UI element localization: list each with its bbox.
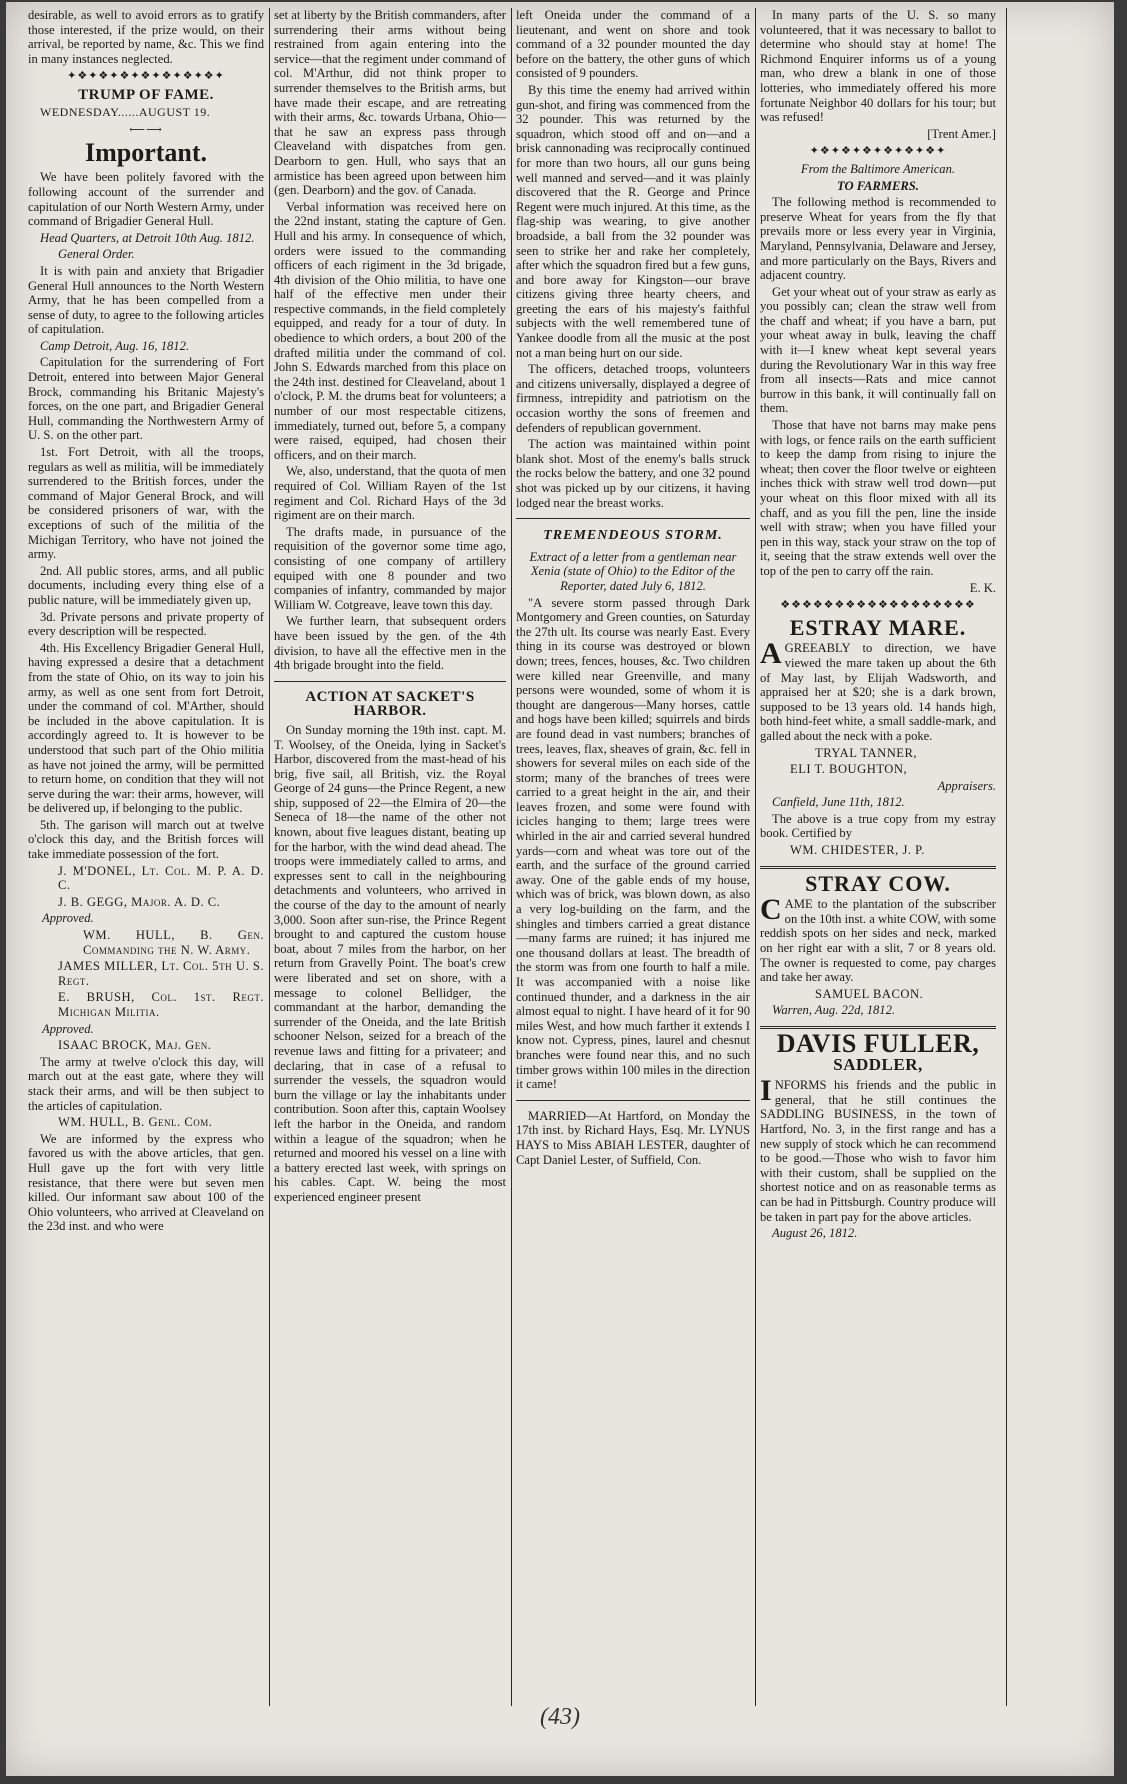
paragraph: The following method is recommended to preserve Wheat for years from the fly that prevails more or less every year in Virginia, Maryland, Pennsylvania, Delaware and Jersey, and more particularly on the Bays, Rivers and adjacent country. <box>760 195 996 283</box>
newspaper-page <box>6 2 1114 1776</box>
headline-sackets-harbor: ACTION AT SACKET'S HARBOR. <box>305 688 475 720</box>
signature: SAMUEL BACON. <box>815 986 924 1001</box>
paragraph: INFORMS his friends and the public in general, that he still continues the SADDLING BUSINESS, in the town of Hartford, No. 3, in the first range and has a new supply of stock which he can recommend to be good.—Those who wish to favor him with their custom, shall be supplied on the shortest notice and on as reasonable terms as can be had in Pittsburgh. Country produce will be taken in part pay for the above articles. <box>760 1074 996 1224</box>
signature: J. M'DONEL, Lt. Col. M. P. A. D. C. <box>58 863 264 893</box>
column-rule <box>269 8 270 1706</box>
signature: WM. HULL, B. Gen. Commanding the N. W. Army. <box>83 928 264 957</box>
headline-important: Important. <box>84 137 208 167</box>
ornament-divider: ⟵⟶ <box>129 124 163 137</box>
signature: WM. HULL, B. Genl. Com. <box>58 1115 213 1130</box>
paragraph: The above is a true copy from my estray book. Certified by <box>760 811 996 841</box>
dateline: Warren, Aug. 22d, 1812. <box>772 1003 896 1018</box>
column-2 <box>274 8 506 1706</box>
masthead: TRUMP OF FAME. <box>78 86 214 103</box>
source-line: From the Baltimore American. <box>800 161 956 176</box>
section-rule <box>516 518 750 519</box>
paragraph: By this time the enemy had arrived within gun-shot, and firing was commenced from the 32 pounder. This was returned by the squadron, which stood off and on—and a brisk cannonading was reciprocally continued for more than two hours, all our guns being well manned and served—and it was plainly discovered that the R. George and Prince Regent were much injured. At this time, as the flag-ship was wearing, to give another broadside, a ball from the 32 pounder was seen to strike her and rake her completely, after which the squadron fired but a few guns, and bore away for Kingston—our brave citizens giving three hearty cheers, and greeting the ears of his majesty's faithful subjects with the well remembered tune of Yankee doodle from all the music at the post not a man being hurt on our side. <box>516 82 750 360</box>
column-4 <box>760 8 996 1706</box>
dateline-camp: Camp Detroit, Aug. 16, 1812. <box>40 338 190 353</box>
headline-estray-mare: ESTRAY MARE. <box>789 614 967 640</box>
headline-storm: TREMENDEOUS STORM. <box>543 528 723 544</box>
subhead-saddler: SADDLER, <box>833 1054 923 1074</box>
page-number: (43) <box>540 1704 580 1730</box>
signature: J. B. GEGG, Major. A. D. C. <box>58 894 221 909</box>
extract-intro: Extract of a letter from a gentleman near Xenia (state of Ohio) to the Editor of the Reporter, dated July 6, 1812. <box>529 549 737 593</box>
signature: ISAAC BROCK, Maj. Gen. <box>58 1038 212 1053</box>
headline-farmers: TO FARMERS. <box>837 178 919 193</box>
ornament-divider: ✦❖✦❖✦❖✦❖✦❖✦❖✦❖✦ <box>67 70 225 83</box>
column-rule <box>1006 8 1007 1706</box>
initials: E. K. <box>969 580 996 595</box>
signature: E. BRUSH, Col. 1st. Regt. Michigan Militia. <box>58 990 264 1019</box>
approved-label: Approved. <box>42 1021 94 1036</box>
headline-stray-cow: STRAY COW. <box>805 870 951 896</box>
article-1: 1st. Fort Detroit, with all the troops, regulars as well as militia, will be immediately surrendered to the British forces, under the command of Major General Brock, and will be considered prisoners of war, with the exceptions of such of the militia of the Michigan Territory, who have not joined the army. <box>28 445 264 562</box>
appraiser: ELI T. BOUGHTON, <box>790 762 908 777</box>
section-rule <box>516 1100 750 1101</box>
section-rule <box>274 681 506 682</box>
ornament-divider: ✦❖✦❖✦❖✦❖✦❖✦❖✦ <box>809 145 947 158</box>
source-credit: [Trent Amer.] <box>927 126 996 141</box>
column-1 <box>28 8 264 1706</box>
dateline-hq: Head Quarters, at Detroit 10th Aug. 1812. <box>40 230 255 245</box>
paragraph: On Sunday morning the 19th inst. capt. M. T. Woolsey, of the Oneida, lying in Sacket's Harbor, discovered from the mast-head of his brig, five sail, all British, viz. the Royal George of 24 guns—the Prince Regent, a new ship, supposed of 22—the Elmira of 20—the Seneca of 18—the name of the other not known, about five leagues distant, beating up for the harbor, with the wind dead ahead. The troops were immediately called to arms, and expresses sent to call in the neighbouring detachments and volunteers, who arrived in the course of the day to the amount of nearly 3,000. Soon after sun-rise, the Prince Regent brought to and captured the custom house boat, about 7 miles from the harbor, on her return from Gravelly Point. The boat's crew were liberated and set on shore, with a message to colonel Bellidger, the commandant at the harbor, demanding the surrender of the Oneida, and the late British schooner Nelson, seized for a breach of the revenue laws and fitting for a privateer; and declaring, that in case of a refusal to surrender the vessels, the squadron would burn the village or lay the inhabitants under contribution. Soon after this, captain Woolsey left the harbor in the Oneida, and random within a league of the squadron; when he returned and moored his vessel on a line with a battery erected last week, with springs on his cables. Capt. W. being the most experienced engineer present <box>274 722 506 1204</box>
paragraph: It is with pain and anxiety that Brigadier General Hull announces to the North Western Army, that he has been compelled from a sense of duty, to agree to the following articles of capitulation. <box>28 263 264 337</box>
headline-davis-fuller: DAVIS FULLER, <box>776 1029 980 1058</box>
paragraph: Those that have not barns may make pens with logs, or fence rails on the earth sufficient to keep the damp from rising to injure the wheat; then cover the floor twelve or eighteen inches thick with straw well trod down—put your wheat on this floor mixed with all its chaff, and as you fill the pen, line the inside well with straw; when you have filled your pen in this way, stack your straw on the top of it, seeing that the straw extends well over the top of the pen to carry off the rain. <box>760 418 996 578</box>
paragraph: Get your wheat out of your straw as early as you possibly can; clean the straw well from the chaff and wheat; if you have a barn, put your wheat away in bulk, leaving the chaff with it—I knew wheat kept several years during the Revolutionary War in this way free from all insects—Rats and mice cannot burrow in this bank, it will continually fall on them. <box>760 284 996 416</box>
paragraph: set at liberty by the British commanders, after surrendering their arms without being restrained from again entering into the service—that the regiment under command of col. M'Arthur, did not think proper to surrender themselves to the British arms, but have made their escape, and are retreating with their arms, &c. towards Urbana, Ohio—that he saw an express pass through Cleaveland with dispatches from gen. Dearborn to gen. Hull, who says that an armistice has been agreed upon between him (gen. Dearborn) and the gov. of Canada. <box>274 8 506 198</box>
appraiser-title: Appraisers. <box>937 778 996 793</box>
paragraph: desirable, as well to avoid errors as to gratify those interested, if the prize would, on their arrival, be reported by name, &c. This we find in many instances neglected. <box>28 8 264 66</box>
dateline: Canfield, June 11th, 1812. <box>772 795 905 810</box>
paragraph: We have been politely favored with the following account of the surrender and capitulation of our North Western Army, under command of Brigadier General Hull. <box>28 170 264 229</box>
paragraph: "A severe storm passed through Dark Montgomery and Green counties, on Saturday the 27th ult. Its course was nearly East. Every thing in its course was destroyed or blown down; trees, fences, houses, &c. Two children were killed near Greenville, and many persons were wounded, some of whom it is thought are dangerous—Many horses, cattle and hogs have been killed; squirrels and birds are found dead in vast numbers; branches of trees, leaves, flax, sheaves of grain, &c. fell in showers for several miles on each side of the storm; many of the branches of trees were carried to a great height in the air, and their leaves frozen, and some were found with icicles hanging to them; large trees were whirled in the air and carried several hundred yards—corn and wheat was tore out of the earth, and the surface of the ground carried away. One of the gable ends of my house, which was of brick, was blown down, as also a very log-building on the farm, and the shingles and timbers carried a great distance—many farms are ruined; it has injured me one thousand dollars at least. The breadth of the storm was from one fourth to half a mile. It was accompanied with a noise like continued thunder, and a darkness in the air almost equal to night. I have heard of it for 90 miles West, and how much farther it extends I know not. Cypress, pines, laurel and chesnut branches were found near this, and no such timber grows within 100 miles in the direction it came! <box>516 595 750 1092</box>
paragraph: The drafts made, in pursuance of the requisition of the governor some time ago, consisting of one company of artillery equiped with one 8 pounder and two companies of infantry, commanded by major William W. Cotgreave, leave town this day. <box>274 524 506 612</box>
section-rule <box>760 866 996 869</box>
paragraph: CAME to the plantation of the subscriber on the 10th inst. a white COW, with some reddish spots on her sides and neck, marked on her right ear with a slit, 7 or 8 years old. The owner is requested to come, pay charges and take her away. <box>760 893 996 985</box>
paragraph: Verbal information was received here on the 22nd instant, stating the capture of Gen. Hull and his army. In consequence of which, orders were issued to the commanding officers of each rigiment in the 3d brigade, 4th division of the Ohio militia, to have one half of the effective men under their respective commands, in the field completely equipped, and ready for a tour of duty. In obedience to which orders, a bout 200 of the drafted militia under the command of col. John S. Edwards marched from this place on the 24th inst. destined for Cleaveland, about 1 o'clock, P. M. the drums beat for volunteers; a number of our most respectable citizens, immediately, turned out, before 5, a company were raised, equiped, had chosen their officers, and on their march. <box>274 199 506 462</box>
paragraph: In many parts of the U. S. so many volunteered, that it was necessary to ballot to determine who should stay at home! The Richmond Enquirer informs us of a young man, who drew a blank in one of those lotteries, who immediately offered his more fortunate Neighbor 40 dollars for his tour; but was refused! <box>760 8 996 125</box>
paragraph: left Oneida under the command of a lieutenant, and went on shore and took command of a 32 pounder mounted the day before on the battery, the other guns of which consisted of 9 pounders. <box>516 8 750 81</box>
article-3: 3d. Private persons and private property of every description will be respected. <box>28 609 264 639</box>
column-rule <box>511 8 512 1706</box>
marriage-notice: MARRIED—At Hartford, on Monday the 17th inst. by Richard Hays, Esq. Mr. LYNUS HAYS to Miss ABIAH LESTER, daughter of Capt Daniel Lester, of Suffield, Con. <box>516 1108 750 1167</box>
article-5: 5th. The garison will march out at twelve o'clock this day, and the British forces will take immediate possession of the fort. <box>28 817 264 862</box>
approved-label: Approved. <box>42 911 94 926</box>
column-3 <box>516 8 750 1706</box>
signature: WM. CHIDESTER, J. P. <box>790 843 925 858</box>
paragraph: The action was maintained within point blank shot. Most of the enemy's balls struck the rocks below the battery, and one 32 pound shot was picked up by our citizens, it having lodged near the breast works. <box>516 437 750 510</box>
dateline: WEDNESDAY......AUGUST 19. <box>40 104 211 119</box>
paragraph: Capitulation for the surrendering of Fort Detroit, entered into between Major General Brock, commanding his Britanic Majesty's forces, on the one part, and Brigadier General Hull, commanding the Northwestern Army of U. S. on the other part. <box>28 355 264 443</box>
column-rule <box>755 8 756 1706</box>
article-4: 4th. His Excellency Brigadier General Hull, having expressed a desire that a detachment from the state of Ohio, on its way to join his army, as well as one sent from fort Detroit, under the command of col. M'Arther, should be included in the above capitulation. It is accordingly agreed to. It is however to be understood that such part of the Ohio militia as have not joined the army, will be permitted to return home, on condition that they will not serve during the war: their arms, however, will be delivered up, if belonging to the public. <box>28 640 264 816</box>
subhead: General Order. <box>58 247 135 262</box>
paragraph: We, also, understand, that the quota of men required of Col. William Rayen of the 1st regiment and Col. Richard Hays of the 3d rigiment are on their march. <box>274 464 506 523</box>
signature: JAMES MILLER, Lt. Col. 5th U. S. Regt. <box>58 959 264 988</box>
paragraph: AGREEABLY to direction, we have viewed the mare taken up about the 6th of May last, by Elijah Wadsworth, and appraised her at $20; she is a dark brown, supposed to be 13 years old. 14 hands high, both hind-feet white, a small saddle-mark, and galled about the neck with a poke. <box>760 637 996 743</box>
paragraph: We are informed by the express who favored us with the above articles, that gen. Hull gave up the fort with very little resistance, that there were but seven men killed. Our informant saw about 100 of the Ohio volunteers, who arrived at Cleaveland on the 23d inst. and who were <box>28 1131 264 1234</box>
ornament-divider: ❖❖❖❖❖❖❖❖❖❖❖❖❖❖❖❖❖❖ <box>780 599 976 612</box>
dateline: August 26, 1812. <box>772 1226 858 1241</box>
appraiser: TRYAL TANNER, <box>815 745 918 760</box>
article-2: 2nd. All public stores, arms, and all public documents, including every thing else of a public nature, will be immediately given up, <box>28 563 264 607</box>
paragraph: We further learn, that subsequent orders have been issued by the gen. of the 4th division, to have all the effective men in the 4th brigade brought into the field. <box>274 614 506 673</box>
paragraph: The army at twelve o'clock this day, will march out at the east gate, where they will stack their arms, and will be then subject to the articles of capitulation. <box>28 1054 264 1113</box>
paragraph: The officers, detached troops, volunteers and citizens universally, displayed a degree of firmness, intrepidity and patriotism on the occasion worthy the sons of freemen and defenders of republican government. <box>516 362 750 435</box>
